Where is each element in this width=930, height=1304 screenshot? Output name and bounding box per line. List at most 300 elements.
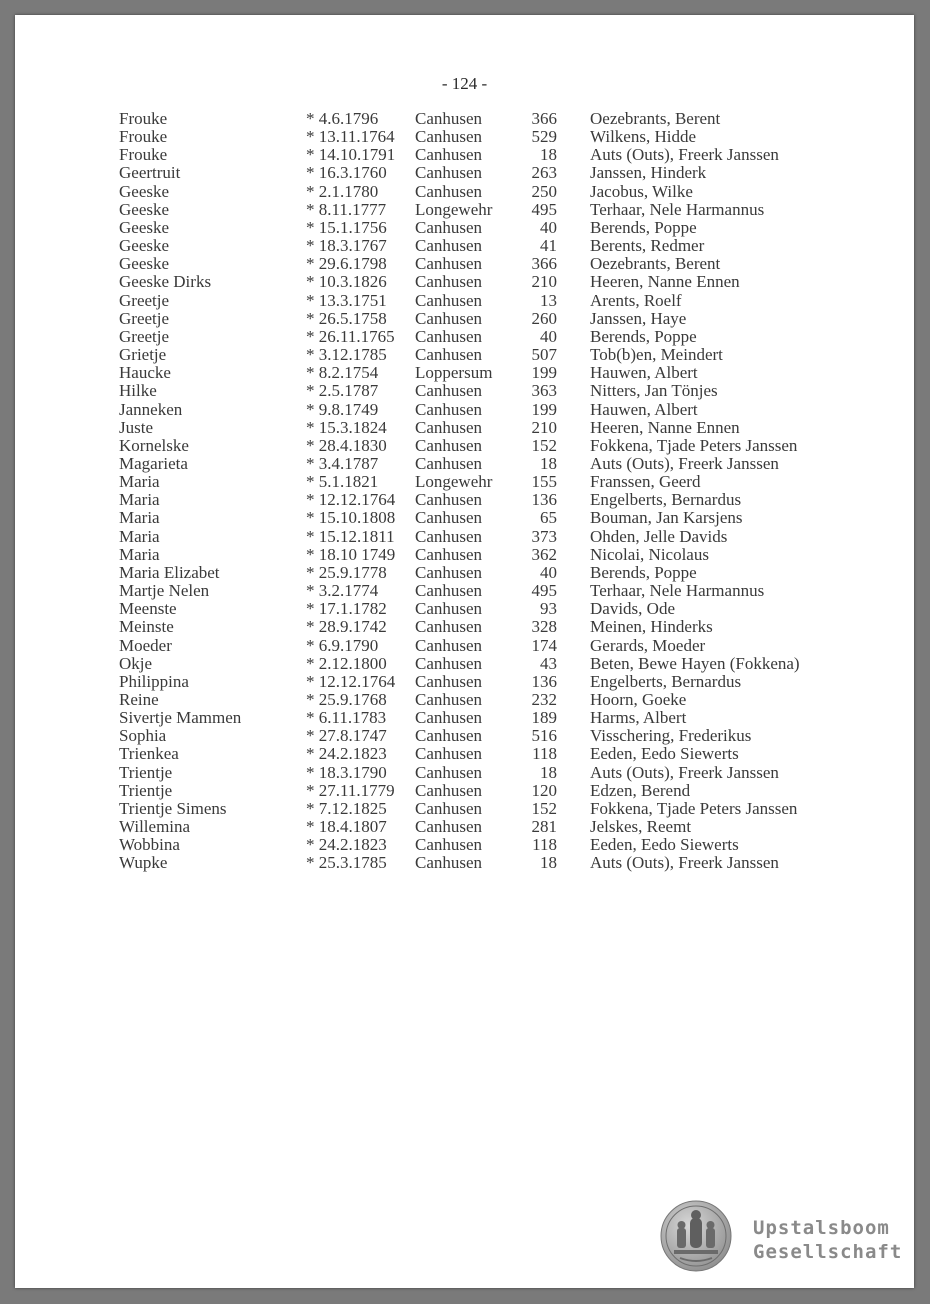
entry-parents: Tob(b)en, Meindert bbox=[590, 345, 723, 365]
entry-parents: Harms, Albert bbox=[590, 708, 687, 728]
page-number: - 124 - bbox=[441, 74, 488, 93]
entry-parents: Auts (Outs), Freerk Janssen bbox=[590, 145, 779, 165]
entry-date: * 28.4.1830 bbox=[306, 435, 387, 455]
entry-place: Canhusen bbox=[415, 817, 483, 837]
table-row bbox=[119, 310, 830, 328]
table-row bbox=[119, 582, 830, 600]
entry-number: 495 bbox=[531, 581, 557, 601]
table-row bbox=[119, 382, 830, 400]
logo-line-1: Upstalsboom bbox=[753, 1217, 890, 1239]
entry-place: Canhusen bbox=[415, 635, 483, 655]
entry-number: 136 bbox=[531, 671, 557, 691]
entry-place: Canhusen bbox=[415, 726, 483, 746]
column-spacer bbox=[557, 491, 590, 509]
entry-date: * 15.12.1811 bbox=[306, 526, 395, 546]
entry-name: Maria Elizabet bbox=[119, 562, 220, 582]
entry-name: Trientje Simens bbox=[119, 798, 227, 818]
entry-parents: Oezebrants, Berent bbox=[590, 109, 721, 128]
entry-number: 281 bbox=[531, 817, 557, 837]
column-spacer bbox=[557, 183, 590, 201]
entry-name: Okje bbox=[119, 653, 153, 673]
table-row bbox=[119, 836, 830, 854]
entry-date: * 3.2.1774 bbox=[306, 581, 379, 601]
entry-place: Canhusen bbox=[415, 853, 483, 873]
entry-number: 199 bbox=[531, 363, 557, 383]
column-spacer bbox=[557, 237, 590, 255]
entry-date: * 6.11.1783 bbox=[306, 708, 387, 728]
table-row bbox=[119, 273, 830, 291]
entry-place: Canhusen bbox=[415, 236, 483, 256]
column-spacer bbox=[557, 219, 590, 237]
entry-name: Sophia bbox=[119, 726, 167, 746]
entry-date: * 16.3.1760 bbox=[306, 163, 387, 183]
entry-name: Juste bbox=[119, 417, 153, 437]
column-spacer bbox=[557, 364, 590, 382]
entry-number: 495 bbox=[531, 199, 557, 219]
entry-place: Canhusen bbox=[415, 798, 483, 818]
entry-date: * 9.8.1749 bbox=[306, 399, 379, 419]
entry-parents: Terhaar, Nele Harmannus bbox=[590, 199, 765, 219]
entries-body bbox=[119, 110, 830, 873]
entry-name: Frouke bbox=[119, 145, 168, 165]
entry-number: 43 bbox=[540, 653, 557, 673]
entry-number: 366 bbox=[531, 254, 557, 274]
entry-number: 210 bbox=[531, 272, 557, 292]
column-spacer bbox=[557, 854, 590, 872]
entry-parents: Janssen, Hinderk bbox=[590, 163, 707, 183]
table-row bbox=[119, 328, 830, 346]
entry-number: 152 bbox=[531, 435, 557, 455]
entry-place: Canhusen bbox=[415, 708, 483, 728]
entry-place: Canhusen bbox=[415, 835, 483, 855]
entry-parents: Wilkens, Hidde bbox=[590, 127, 697, 147]
entry-place: Canhusen bbox=[415, 308, 483, 328]
table-row bbox=[119, 745, 830, 763]
entry-name: Sivertje Mammen bbox=[119, 708, 242, 728]
entry-name: Maria bbox=[119, 472, 160, 492]
entry-date: * 26.11.1765 bbox=[306, 326, 395, 346]
entry-number: 362 bbox=[531, 544, 557, 564]
entry-name: Maria bbox=[119, 526, 160, 546]
entry-place: Canhusen bbox=[415, 435, 483, 455]
entry-place: Canhusen bbox=[415, 217, 483, 237]
entry-parents: Eeden, Eedo Siewerts bbox=[590, 835, 739, 855]
table-row bbox=[119, 110, 830, 128]
entry-place: Canhusen bbox=[415, 599, 483, 619]
column-spacer bbox=[557, 110, 590, 128]
column-spacer bbox=[557, 691, 590, 709]
entry-name: Martje Nelen bbox=[119, 581, 210, 601]
column-spacer bbox=[557, 382, 590, 400]
entry-number: 93 bbox=[540, 599, 557, 619]
entry-name: Philippina bbox=[119, 671, 189, 691]
entry-parents: Hoorn, Goeke bbox=[590, 690, 687, 709]
entry-date: * 15.3.1824 bbox=[306, 417, 387, 437]
table-row bbox=[119, 255, 830, 273]
seal-icon bbox=[660, 1200, 732, 1272]
entry-parents: Ohden, Jelle Davids bbox=[590, 526, 728, 546]
column-spacer bbox=[557, 528, 590, 546]
entry-name: Frouke bbox=[119, 109, 168, 128]
table-row bbox=[119, 237, 830, 255]
entry-name: Greetje bbox=[119, 308, 170, 328]
entry-date: * 13.3.1751 bbox=[306, 290, 387, 310]
entry-number: 18 bbox=[540, 762, 557, 782]
entry-name: Reine bbox=[119, 690, 159, 709]
entry-name: Maria bbox=[119, 544, 160, 564]
entry-place: Canhusen bbox=[415, 562, 483, 582]
table-row bbox=[119, 727, 830, 745]
table-row bbox=[119, 782, 830, 800]
entry-number: 373 bbox=[531, 526, 557, 546]
entry-place: Canhusen bbox=[415, 453, 483, 473]
column-spacer bbox=[557, 273, 590, 291]
table-row bbox=[119, 201, 830, 219]
entry-parents: Bouman, Jan Karsjens bbox=[590, 508, 743, 528]
column-spacer bbox=[557, 509, 590, 527]
entry-name: Geeske bbox=[119, 254, 170, 274]
entry-date: * 2.1.1780 bbox=[306, 181, 379, 201]
table-row bbox=[119, 164, 830, 182]
entry-number: 118 bbox=[532, 744, 557, 764]
entry-place: Canhusen bbox=[415, 490, 483, 510]
table-row bbox=[119, 473, 830, 491]
column-spacer bbox=[557, 764, 590, 782]
entry-date: * 25.9.1768 bbox=[306, 690, 387, 709]
table-row bbox=[119, 618, 830, 636]
entry-place: Canhusen bbox=[415, 181, 483, 201]
entry-place: Canhusen bbox=[415, 780, 483, 800]
column-spacer bbox=[557, 146, 590, 164]
entry-place: Canhusen bbox=[415, 526, 483, 546]
entry-place: Canhusen bbox=[415, 690, 483, 709]
entry-place: Canhusen bbox=[415, 581, 483, 601]
entry-number: 152 bbox=[531, 798, 557, 818]
entry-number: 174 bbox=[531, 635, 557, 655]
entry-parents: Terhaar, Nele Harmannus bbox=[590, 581, 765, 601]
entry-name: Geeske Dirks bbox=[119, 272, 212, 292]
entry-date: * 14.10.1791 bbox=[306, 145, 396, 165]
entry-name: Hilke bbox=[119, 381, 157, 401]
entry-number: 232 bbox=[531, 690, 557, 709]
column-spacer bbox=[557, 437, 590, 455]
entry-number: 41 bbox=[540, 236, 557, 256]
entry-number: 40 bbox=[540, 217, 557, 237]
entry-parents: Visschering, Frederikus bbox=[590, 726, 752, 746]
table-row bbox=[119, 292, 830, 310]
entry-parents: Fokkena, Tjade Peters Janssen bbox=[590, 435, 798, 455]
table-row bbox=[119, 600, 830, 618]
column-spacer bbox=[557, 310, 590, 328]
entry-name: Moeder bbox=[119, 635, 172, 655]
table-row bbox=[119, 818, 830, 836]
column-spacer bbox=[557, 473, 590, 491]
column-spacer bbox=[557, 836, 590, 854]
table-row bbox=[119, 854, 830, 872]
entry-date: * 6.9.1790 bbox=[306, 635, 379, 655]
entry-name: Trientje bbox=[119, 762, 173, 782]
table-row bbox=[119, 673, 830, 691]
entry-number: 18 bbox=[540, 453, 557, 473]
entry-parents: Berends, Poppe bbox=[590, 217, 697, 237]
entry-parents: Berents, Redmer bbox=[590, 236, 705, 256]
entries-table bbox=[119, 110, 830, 873]
entry-parents: Heeren, Nanne Ennen bbox=[590, 272, 740, 292]
entry-place: Canhusen bbox=[415, 653, 483, 673]
column-spacer bbox=[557, 128, 590, 146]
entry-place: Canhusen bbox=[415, 617, 483, 637]
column-spacer bbox=[557, 328, 590, 346]
entry-parents: Auts (Outs), Freerk Janssen bbox=[590, 453, 779, 473]
column-spacer bbox=[557, 745, 590, 763]
column-spacer bbox=[557, 673, 590, 691]
entry-parents: Jacobus, Wilke bbox=[590, 181, 693, 201]
entry-date: * 2.12.1800 bbox=[306, 653, 387, 673]
entry-parents: Engelberts, Bernardus bbox=[590, 671, 742, 691]
entry-date: * 2.5.1787 bbox=[306, 381, 379, 401]
entry-parents: Nitters, Jan Tönjes bbox=[590, 381, 718, 401]
column-spacer bbox=[557, 655, 590, 673]
entry-parents: Berends, Poppe bbox=[590, 562, 697, 582]
entry-date: * 28.9.1742 bbox=[306, 617, 387, 637]
entry-date: * 24.2.1823 bbox=[306, 835, 387, 855]
entry-place: Canhusen bbox=[415, 290, 483, 310]
table-row bbox=[119, 183, 830, 201]
entry-place: Canhusen bbox=[415, 163, 483, 183]
column-spacer bbox=[557, 201, 590, 219]
entry-number: 118 bbox=[532, 835, 557, 855]
entry-name: Geeske bbox=[119, 181, 170, 201]
entry-name: Wupke bbox=[119, 853, 168, 873]
entry-name: Trientje bbox=[119, 780, 173, 800]
entry-number: 18 bbox=[540, 145, 557, 165]
document-page bbox=[15, 15, 914, 1288]
entry-date: * 15.1.1756 bbox=[306, 217, 387, 237]
entry-date: * 3.4.1787 bbox=[306, 453, 379, 473]
entry-place: Canhusen bbox=[415, 762, 483, 782]
entry-place: Canhusen bbox=[415, 127, 483, 147]
column-spacer bbox=[557, 546, 590, 564]
entry-name: Geeske bbox=[119, 217, 170, 237]
entry-parents: Hauwen, Albert bbox=[590, 399, 698, 419]
column-spacer bbox=[557, 346, 590, 364]
entry-number: 40 bbox=[540, 562, 557, 582]
entry-name: Maria bbox=[119, 508, 160, 528]
column-spacer bbox=[557, 818, 590, 836]
entry-name: Grietje bbox=[119, 345, 167, 365]
entry-date: * 8.11.1777 bbox=[306, 199, 387, 219]
entry-date: * 29.6.1798 bbox=[306, 254, 387, 274]
entry-number: 13 bbox=[540, 290, 557, 310]
entry-date: * 26.5.1758 bbox=[306, 308, 387, 328]
entry-name: Trienkea bbox=[119, 744, 179, 764]
table-row bbox=[119, 709, 830, 727]
entry-parents: Meinen, Hinderks bbox=[590, 617, 713, 637]
table-row bbox=[119, 128, 830, 146]
entry-date: * 18.3.1790 bbox=[306, 762, 387, 782]
entry-parents: Gerards, Moeder bbox=[590, 635, 706, 655]
table-row bbox=[119, 364, 830, 382]
entry-name: Kornelske bbox=[119, 435, 189, 455]
entry-number: 250 bbox=[531, 181, 557, 201]
entry-parents: Engelberts, Bernardus bbox=[590, 490, 742, 510]
column-spacer bbox=[557, 782, 590, 800]
entry-parents: Hauwen, Albert bbox=[590, 363, 698, 383]
table-row bbox=[119, 800, 830, 818]
entry-place: Canhusen bbox=[415, 326, 483, 346]
entry-place: Canhusen bbox=[415, 109, 483, 128]
column-spacer bbox=[557, 800, 590, 818]
entry-parents: Davids, Ode bbox=[590, 599, 675, 619]
column-spacer bbox=[557, 255, 590, 273]
entry-date: * 12.12.1764 bbox=[306, 671, 396, 691]
entry-parents: Auts (Outs), Freerk Janssen bbox=[590, 762, 779, 782]
column-spacer bbox=[557, 727, 590, 745]
entry-name: Haucke bbox=[119, 363, 171, 383]
column-spacer bbox=[557, 401, 590, 419]
entry-date: * 17.1.1782 bbox=[306, 599, 387, 619]
entry-place: Longewehr bbox=[415, 472, 493, 492]
entry-date: * 18.4.1807 bbox=[306, 817, 387, 837]
logo-text bbox=[753, 1216, 902, 1264]
entry-parents: Edzen, Berend bbox=[590, 780, 691, 800]
column-spacer bbox=[557, 637, 590, 655]
entry-number: 260 bbox=[531, 308, 557, 328]
table-row bbox=[119, 546, 830, 564]
table-row bbox=[119, 401, 830, 419]
entry-name: Meinste bbox=[119, 617, 174, 637]
entry-parents: Beten, Bewe Hayen (Fokkena) bbox=[590, 653, 800, 673]
entry-parents: Nicolai, Nicolaus bbox=[590, 544, 709, 564]
entry-name: Geeske bbox=[119, 199, 170, 219]
entry-number: 40 bbox=[540, 326, 557, 346]
entry-name: Magarieta bbox=[119, 453, 188, 473]
entry-number: 136 bbox=[531, 490, 557, 510]
column-spacer bbox=[557, 292, 590, 310]
table-row bbox=[119, 637, 830, 655]
table-row bbox=[119, 455, 830, 473]
entry-place: Canhusen bbox=[415, 671, 483, 691]
entry-number: 507 bbox=[531, 345, 557, 365]
entry-number: 366 bbox=[531, 109, 557, 128]
table-row bbox=[119, 491, 830, 509]
entry-place: Canhusen bbox=[415, 381, 483, 401]
column-spacer bbox=[557, 419, 590, 437]
entry-date: * 4.6.1796 bbox=[306, 109, 379, 128]
logo-line-2: Gesellschaft bbox=[753, 1241, 903, 1263]
entry-number: 120 bbox=[531, 780, 557, 800]
entry-date: * 13.11.1764 bbox=[306, 127, 395, 147]
entry-parents: Berends, Poppe bbox=[590, 326, 697, 346]
entry-parents: Jelskes, Reemt bbox=[590, 817, 692, 837]
entry-date: * 25.9.1778 bbox=[306, 562, 387, 582]
entry-date: * 27.11.1779 bbox=[306, 780, 395, 800]
entry-name: Greetje bbox=[119, 326, 170, 346]
entry-parents: Janssen, Haye bbox=[590, 308, 687, 328]
entry-place: Canhusen bbox=[415, 272, 483, 292]
entry-place: Canhusen bbox=[415, 544, 483, 564]
society-logo bbox=[660, 1200, 905, 1278]
entry-place: Canhusen bbox=[415, 345, 483, 365]
entry-date: * 27.8.1747 bbox=[306, 726, 387, 746]
entry-parents: Arents, Roelf bbox=[590, 290, 682, 310]
table-row bbox=[119, 509, 830, 527]
table-row bbox=[119, 691, 830, 709]
entry-name: Greetje bbox=[119, 290, 170, 310]
column-spacer bbox=[557, 164, 590, 182]
entry-place: Loppersum bbox=[415, 363, 493, 383]
table-row bbox=[119, 528, 830, 546]
entry-date: * 18.3.1767 bbox=[306, 236, 387, 256]
entry-name: Geertruit bbox=[119, 163, 181, 183]
entry-parents: Eeden, Eedo Siewerts bbox=[590, 744, 739, 764]
entry-place: Canhusen bbox=[415, 508, 483, 528]
column-spacer bbox=[557, 600, 590, 618]
entry-name: Meenste bbox=[119, 599, 177, 619]
entry-place: Longewehr bbox=[415, 199, 493, 219]
entry-parents: Heeren, Nanne Ennen bbox=[590, 417, 740, 437]
entry-number: 189 bbox=[531, 708, 557, 728]
entry-number: 263 bbox=[531, 163, 557, 183]
entry-number: 18 bbox=[540, 853, 557, 873]
table-row bbox=[119, 764, 830, 782]
entry-place: Canhusen bbox=[415, 744, 483, 764]
table-row bbox=[119, 146, 830, 164]
entry-number: 328 bbox=[531, 617, 557, 637]
table-row bbox=[119, 219, 830, 237]
entry-place: Canhusen bbox=[415, 399, 483, 419]
column-spacer bbox=[557, 618, 590, 636]
entry-date: * 5.1.1821 bbox=[306, 472, 379, 492]
table-row bbox=[119, 346, 830, 364]
entry-place: Canhusen bbox=[415, 254, 483, 274]
entry-name: Geeske bbox=[119, 236, 170, 256]
entry-number: 210 bbox=[531, 417, 557, 437]
entry-name: Janneken bbox=[119, 399, 183, 419]
entry-parents: Oezebrants, Berent bbox=[590, 254, 721, 274]
table-row bbox=[119, 655, 830, 673]
column-spacer bbox=[557, 709, 590, 727]
entry-date: * 24.2.1823 bbox=[306, 744, 387, 764]
entry-number: 65 bbox=[540, 508, 557, 528]
entry-date: * 12.12.1764 bbox=[306, 490, 396, 510]
entry-number: 529 bbox=[531, 127, 557, 147]
entry-date: * 3.12.1785 bbox=[306, 345, 387, 365]
entry-name: Wobbina bbox=[119, 835, 180, 855]
entry-name: Frouke bbox=[119, 127, 168, 147]
entry-number: 516 bbox=[531, 726, 557, 746]
table-row bbox=[119, 419, 830, 437]
entry-date: * 18.10 1749 bbox=[306, 544, 396, 564]
table-row bbox=[119, 564, 830, 582]
table-row bbox=[119, 437, 830, 455]
entry-date: * 7.12.1825 bbox=[306, 798, 387, 818]
entry-parents: Franssen, Geerd bbox=[590, 472, 701, 492]
entry-date: * 15.10.1808 bbox=[306, 508, 396, 528]
entry-number: 363 bbox=[531, 381, 557, 401]
column-spacer bbox=[557, 582, 590, 600]
entry-place: Canhusen bbox=[415, 417, 483, 437]
column-spacer bbox=[557, 564, 590, 582]
entry-date: * 10.3.1826 bbox=[306, 272, 387, 292]
entry-parents: Fokkena, Tjade Peters Janssen bbox=[590, 798, 798, 818]
entry-date: * 25.3.1785 bbox=[306, 853, 387, 873]
entry-number: 199 bbox=[531, 399, 557, 419]
entry-name: Maria bbox=[119, 490, 160, 510]
entry-number: 155 bbox=[531, 472, 557, 492]
entry-name: Willemina bbox=[119, 817, 191, 837]
entry-parents: Auts (Outs), Freerk Janssen bbox=[590, 853, 779, 873]
